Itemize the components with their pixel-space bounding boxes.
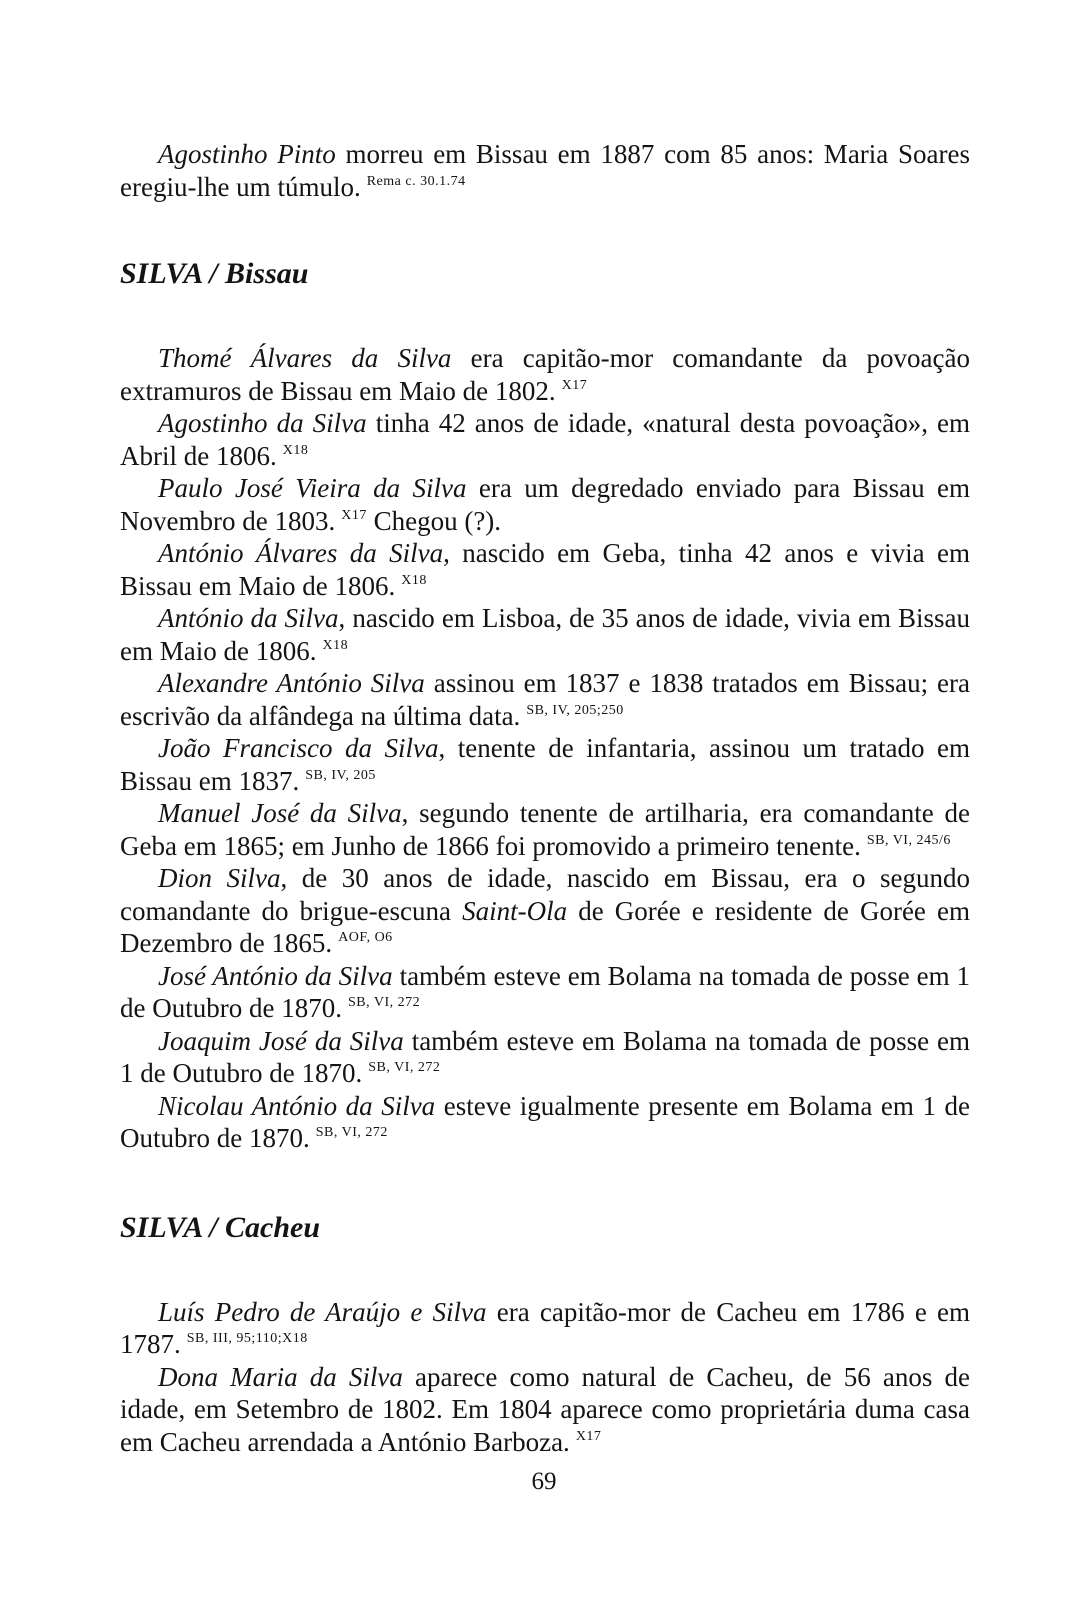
- entry-paragraph: [120, 407, 970, 472]
- page-number: 69: [531, 1468, 557, 1495]
- entry-reference: X18: [282, 442, 309, 458]
- entry-name: João Francisco da Silva: [158, 733, 439, 763]
- entry-name: Agostinho Pinto: [158, 139, 336, 169]
- entry-name: Nicolau António da Silva: [158, 1090, 436, 1121]
- entry-name: Dona Maria da Silva: [158, 1361, 403, 1392]
- entry-reference: SB, VI, 272: [368, 1060, 441, 1075]
- entry-text: , segundo tenente de artilharia, era comandante de Geba em 1865; em Junho de 1866 foi promovido a primeiro tenente.: [120, 798, 970, 861]
- entry-text: também esteve em Bolama na tomada de posse em 1 de Outubro de 1870.: [120, 960, 970, 1023]
- entry-text: tinha 42 anos de idade, «natural desta povoação», em Abril de 1806.: [120, 408, 970, 471]
- entry-name: Agostinho da Silva: [158, 408, 367, 438]
- entry-text-after: Chegou (?).: [366, 505, 502, 536]
- entry-paragraph: [120, 602, 970, 667]
- entry-reference: X17: [575, 1428, 602, 1444]
- entry-reference: X17: [341, 507, 367, 523]
- entry-text: morreu em Bissau em 1887 com 85 anos: Maria Soares eregiu-lhe um túmulo.: [120, 139, 970, 202]
- entry-paragraph: [120, 960, 970, 1025]
- entry-name: Alexandre António Silva: [158, 668, 425, 698]
- entry-paragraph: [120, 1296, 970, 1361]
- entry-paragraph: [120, 1361, 970, 1459]
- entry-name: Luís Pedro de Araújo e Silva: [158, 1296, 487, 1327]
- entry-paragraph: [120, 862, 970, 960]
- entry-reference: X18: [401, 572, 427, 588]
- entry-reference: SB, VI, 245/6: [866, 832, 951, 848]
- entry-paragraph: [120, 342, 970, 407]
- entry-reference: SB, VI, 272: [347, 995, 421, 1010]
- entry-text: , nascido em Lisboa, de 35 anos de idade, vivia em Bissau em Maio de 1806.: [120, 603, 970, 666]
- entry-paragraph: [120, 472, 970, 537]
- entry-name: Joaquim José da Silva: [158, 1025, 404, 1056]
- entry-reference: AOF, O6: [338, 930, 393, 945]
- entry-paragraph: [120, 667, 970, 732]
- entry-text: era capitão-mor comandante da povoação extramuros de Bissau em Maio de 1802.: [120, 343, 970, 406]
- section-heading-silva-bissau: SILVA / Bissau: [120, 257, 309, 290]
- intro-paragraph: [120, 138, 970, 203]
- entry-reference: SB, VI, 272: [315, 1125, 388, 1140]
- entry-reference: SB, IV, 205;250: [526, 702, 624, 718]
- entry-reference: X18: [322, 637, 349, 653]
- entry-name: Manuel José da Silva: [158, 798, 402, 828]
- entry-text-continued: de Gorée e residente de Gorée em Dezembro de 1865.: [120, 895, 970, 958]
- entry-reference: Rema c. 30.1.74: [366, 173, 466, 189]
- entry-text: era capitão-mor de Cacheu em 1786 e em 1787.: [120, 1296, 971, 1359]
- entry-name: António da Silva: [158, 603, 339, 633]
- page-body: [120, 138, 970, 1458]
- entry-paragraph: [120, 537, 970, 602]
- entry-name: José António da Silva: [158, 960, 393, 991]
- entry-text: aparece como natural de Cacheu, de 56 anos de idade, em Setembro de 1802. Em 1804 aparece como proprietária duma casa em Cacheu arrendada a António Barboza.: [120, 1361, 970, 1457]
- entry-reference: X17: [561, 377, 588, 393]
- entry-name: António Álvares da Silva: [158, 538, 444, 568]
- entry-paragraph: [120, 1025, 970, 1090]
- entry-text: , de 30 anos de idade, nascido em Bissau, era o segundo comandante do brigue-escuna: [120, 863, 970, 926]
- entry-text: também esteve em Bolama na tomada de posse em 1 de Outubro de 1870.: [120, 1025, 970, 1088]
- entry-reference: SB, III, 95;110;X18: [186, 1331, 308, 1346]
- entry-reference: SB, IV, 205: [305, 767, 376, 783]
- entry-name: Paulo José Vieira da Silva: [158, 473, 467, 503]
- entry-text: esteve igualmente presente em Bolama em 1 de Outubro de 1870.: [120, 1090, 970, 1153]
- entry-text: assinou em 1837 e 1838 tratados em Bissau; era escrivão da alfândega na última data.: [120, 668, 970, 731]
- entry-paragraph: [120, 732, 970, 797]
- entry-paragraph: [120, 1090, 970, 1155]
- entry-text: , nascido em Geba, tinha 42 anos e vivia em Bissau em Maio de 1806.: [120, 538, 970, 601]
- entry-text: , tenente de infantaria, assinou um tratado em Bissau em 1837.: [120, 733, 970, 796]
- entry-name: Thomé Álvares da Silva: [158, 343, 452, 373]
- ship-name: Saint-Ola: [462, 895, 568, 926]
- section-heading-silva-cacheu: SILVA / Cacheu: [120, 1210, 321, 1244]
- entry-text: era um degredado enviado para Bissau em Novembro de 1803.: [120, 473, 970, 536]
- entry-paragraph: [120, 797, 970, 862]
- entry-name: Dion Silva: [158, 863, 281, 893]
